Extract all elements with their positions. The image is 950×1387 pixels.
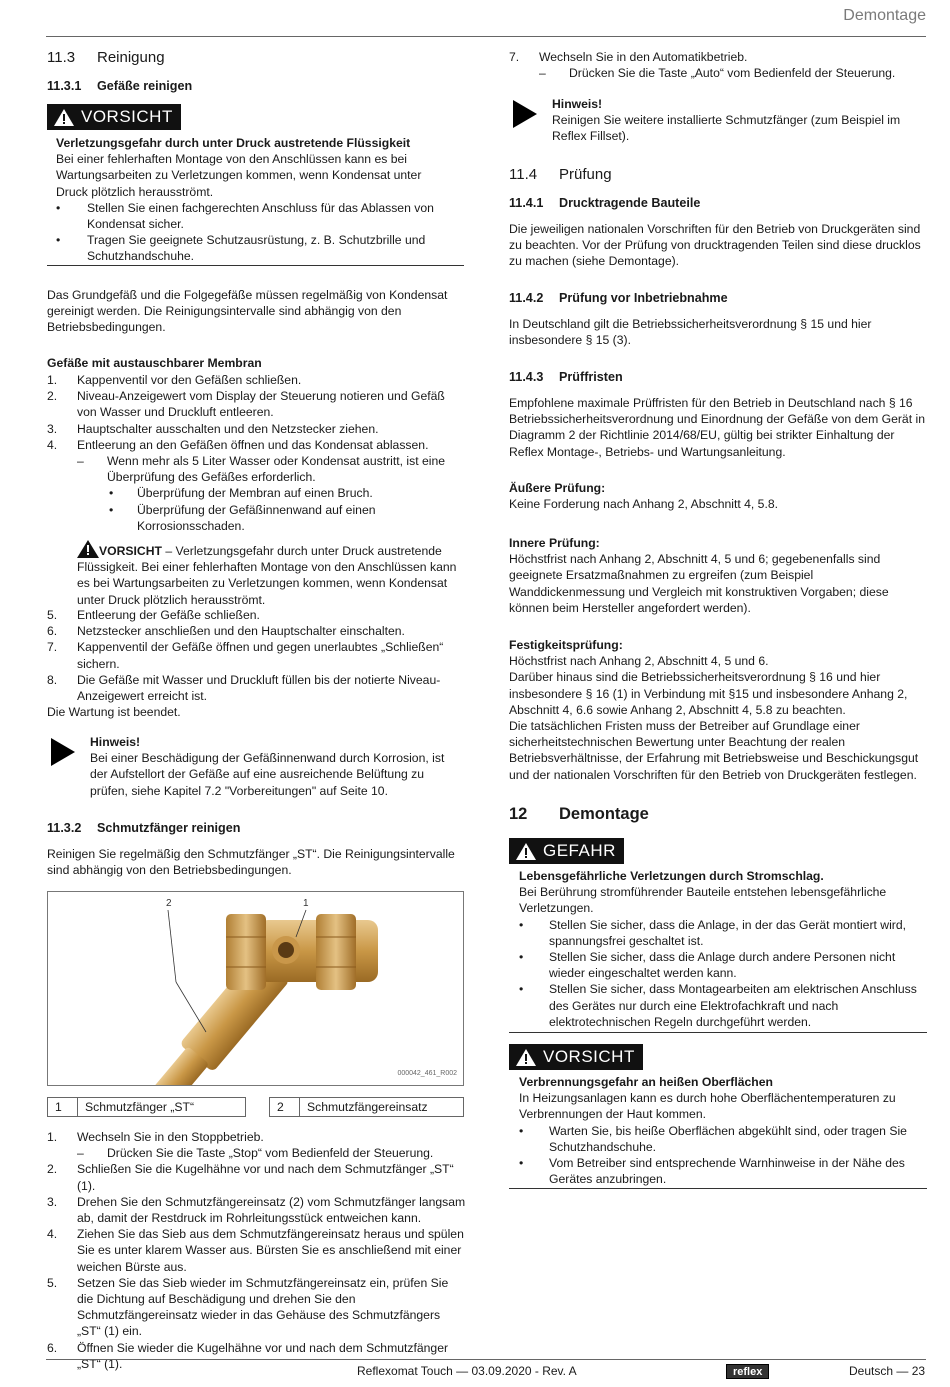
list-item: Setzen Sie das Sieb wieder im Schmutzfängereinsatz ein, prüfen Sie die Dichtung auf Beschädigung und drehen Sie den Schmutzfängereinsatz wieder in das Gehäuse des Schmutzfängers „ST“ (1) ein. — [77, 1275, 449, 1339]
s1141-paragraph: Die jeweiligen nationalen Vorschriften für den Betrieb von Druckgeräten sind zu beachten. Vor der Prüfung von drucktragenden Teilen sind diese drucklos zu machen (siehe Demontage). — [509, 222, 921, 269]
warning-title: Verletzungsgefahr durch unter Druck austretende Flüssigkeit — [56, 136, 411, 150]
section-11-4-heading: 11.4 Prüfung — [509, 166, 612, 183]
hint-arrow-icon — [51, 738, 75, 766]
section-11-4-2-heading: 11.4.2 Prüfung vor Inbetriebnahme — [509, 291, 728, 305]
strainer-image — [48, 892, 463, 1085]
vorsicht-badge: VORSICHT — [47, 104, 181, 130]
list-item: Wechseln Sie in den Stoppbetrieb. — [77, 1130, 264, 1144]
aeussere-pruefung — [509, 480, 927, 512]
warning-icon — [53, 108, 75, 127]
list-subitem: Drücken Sie die Taste „Auto“ vom Bedienfeld der Steuerung. — [569, 66, 896, 81]
figure-label-1: 1 — [303, 898, 309, 909]
s1143-paragraph: Empfohlene maximale Prüffristen für den Betrieb in Deutschland nach § 16 Betriebssicherheitsverordnung und Einordnung der Gefäße von dem Gerät in Diagramm 2 der Richtlinie 2014/68/EU, gültig bei strikter Einhaltung der Reflex Montage-, Betriebs- und Wartungsanleitung. — [509, 396, 925, 459]
divider — [509, 1188, 927, 1189]
footer-doc-title: Reflexomat Touch — 03.09.2020 - Rev. A — [357, 1364, 577, 1378]
membran-steps-2: 5. Entleerung der Gefäße schließen. 6. Netzstecker anschließen und den Hauptschalter einschalten. 7. Kappenventil der Gefäße öffnen und gegen unerlaubtes „Schließen“ sichern. 8. Die Gefäße mit Wasser und Druckluft füllen bis der notierte Niveau-Anzeigewert erreicht ist. Die Wartung ist beendet. — [47, 607, 459, 720]
warning-icon — [515, 1048, 537, 1067]
paragraph: Die tatsächlichen Fristen muss der Betreiber auf Grundlage einer sicherheitstechnischen Bewertung unter Beachtung der realen Betriebsverhältnisse, der Erfahrung mit Betriebsweise und Beschickungsgut und der nationalen Vorschriften für den Betrieb von Druckgeräten festlegen. — [509, 719, 919, 782]
s1132-paragraph: Reinigen Sie regelmäßig den Schmutzfänger „ST“. Die Reinigungsintervalle sind abhängig von den Betriebsbedingungen. — [47, 847, 455, 878]
subheading: Innere Prüfung: — [509, 536, 600, 550]
intro-paragraph: Das Grundgefäß und die Folgegefäße müssen regelmäßig von Kondensat gereinigt werden. Die Reinigungsintervalle sind abhängig von den Betriebsbedingungen. — [47, 288, 448, 335]
warning-title: Lebensgefährliche Verletzungen durch Stromschlag. — [519, 869, 824, 883]
list-item: Kappenventil der Gefäße öffnen und gegen unerlaubtes „Schließen“ sichern. — [77, 640, 444, 671]
section-11-4-3-heading: 11.4.3 Prüffristen — [509, 370, 623, 384]
divider — [509, 1032, 927, 1033]
paragraph: Darüber hinaus sind die Betriebssicherheitsverordnung § 16 und hier insbesondere § 16 (1) in Verbindung mit §15 und insbesondere Anhang 2, Abschnitt 4, 6.6 sowie Anhang 2, Abschnitt 4, 5.8 zu beachten. — [509, 670, 908, 717]
paragraph: Keine Forderung nach Anhang 2, Abschnitt 4, 5.8. — [509, 497, 778, 512]
subheading: Äußere Prüfung: — [509, 481, 606, 495]
done-text: Die Wartung ist beendet. — [47, 705, 181, 720]
s1142-paragraph: In Deutschland gilt die Betriebssicherheitsverordnung § 15 und hier insbesondere § 15 (3). — [509, 317, 872, 348]
warning-bullet: Stellen Sie sicher, dass die Anlage durch andere Personen nicht wieder eingeschaltet werden kann. — [549, 950, 896, 981]
header-divider — [46, 36, 926, 37]
vorsicht-block-right: Verbrennungsgefahr an heißen Oberflächen In Heizungsanlagen kann es durch hohe Oberflächentemperaturen zu Verbrennungen der Haut kommen. • Warten Sie, bis heiße Oberflächen abgekühlt sind, oder tragen Sie Schutzhandschuhe. • Vom Betreiber sind entsprechende Warnhinweise in der Nähe des Gerätes anzubringen. — [519, 1074, 927, 1187]
list-subitem: Überprüfung der Membran auf einen Bruch. — [137, 486, 373, 501]
footer-divider — [46, 1359, 926, 1360]
list-subitem: Drücken Sie die Taste „Stop“ vom Bedienfeld der Steuerung. — [107, 1146, 434, 1161]
list-item: Niveau-Anzeigewert vom Display der Steuerung notieren und Gefäß von Wasser und Druckluft entleeren. — [77, 389, 445, 420]
gefahr-badge: GEFAHR — [509, 838, 624, 864]
warning-bullet: Warten Sie, bis heiße Oberflächen abgekühlt sind, oder tragen Sie Schutzhandschuhe. — [549, 1123, 907, 1154]
list-subitem: Wenn mehr als 5 Liter Wasser oder Kondensat austritt, ist eine Überprüfung des Gefäßes erforderlich. — [107, 454, 446, 485]
legend-item-2: 2 Schmutzfängereinsatz — [269, 1097, 464, 1117]
warning-bullet: Stellen Sie einen fachgerechten Anschluss für das Ablassen von Kondensat sicher. — [87, 200, 434, 232]
list-subitem: Überprüfung der Gefäßinnenwand auf einen Korrosionsschaden. — [137, 502, 376, 533]
figure-label-2: 2 — [166, 898, 172, 909]
warning-block-1: Verletzungsgefahr durch unter Druck austretende Flüssigkeit Bei einer fehlerhaften Montage von den Anschlüssen kann es bei Wartungsarbeiten zu Verletzungen kommen, wenn Kondensat unter Druck plötzlich herausströmt. • Stellen Sie einen fachgerechten Anschluss für das Ablassen von Kondensat sicher. • Tragen Sie geeignete Schutzausrüstung, z. B. Schutzbrille und Schutzhandschuhe. — [56, 135, 456, 265]
page-number: 23 — [911, 1364, 926, 1378]
figure-code: 000042_461_R002 — [397, 1069, 457, 1077]
warning-bullet: Vom Betreiber sind entsprechende Warnhinweise in der Nähe des Gerätes anzubringen. — [549, 1156, 905, 1187]
list-item: Hauptschalter ausschalten und den Netzstecker ziehen. — [77, 421, 379, 436]
reflex-logo: reflex — [726, 1364, 769, 1379]
footer-page: Deutsch — 23 — [849, 1364, 926, 1378]
inline-warning: VORSICHT – Verletzungsgefahr durch unter Druck austretende Flüssigkeit. Bei einer fehlerhaften Montage von den Anschlüssen kann es bei Wartungsarbeiten zu Verletzungen kommen, wenn Kondensat unter Druck plötzlich herausströmt. — [77, 540, 457, 608]
warning-text: Bei einer fehlerhaften Montage von den Anschlüssen kann es bei Wartungsarbeiten zu Verletzungen kommen, wenn Kondensat unter Druck plötzlich herausströmt. — [56, 152, 422, 199]
list-item: Netzstecker anschließen und den Hauptschalter einschalten. — [77, 624, 405, 639]
list-item: Drehen Sie den Schmutzfängereinsatz (2) vom Schmutzfänger langsam ab, damit der Restdruck im Rohrleitungsstück entweichen kann. — [77, 1194, 466, 1226]
section-11-3-heading: 11.3 Reinigung — [47, 49, 165, 66]
strainer-figure — [47, 891, 464, 1086]
membran-steps: 1. Kappenventil vor den Gefäßen schließen. 2. Niveau-Anzeigewert vom Display der Steuerung notieren und Gefäß von Wasser und Druckluft entleeren. 3. Hauptschalter ausschalten und den Netzstecker ziehen. 4. Entleerung an den Gefäßen öffnen und das Kondensat ablassen. – Wenn mehr als 5 Liter Wasser oder Kondensat austritt, ist eine Überprüfung des Gefäßes erforderlich. • Überprüfung der Membran auf einen Bruch. • Überprüfung der Gefäßinnenwand auf einen Korrosionsschaden. — [47, 373, 446, 533]
hint-text: Reinigen Sie weitere installierte Schmutzfänger (zum Beispiel im Reflex Fillset). — [552, 113, 901, 144]
warning-icon — [515, 842, 537, 861]
list-item: Wechseln Sie in den Automatikbetrieb. — [539, 50, 748, 64]
innere-pruefung — [509, 535, 927, 616]
list-item: Schließen Sie die Kugelhähne vor und nach dem Schmutzfänger „ST“ (1). — [77, 1162, 454, 1193]
hint-block — [90, 734, 460, 799]
festigkeitspruefung — [509, 637, 927, 783]
list-item: Die Gefäße mit Wasser und Druckluft füllen bis der notierte Niveau-Anzeigewert erreicht ist. — [77, 672, 441, 704]
footer-language: Deutsch — [849, 1364, 894, 1378]
section-12-heading: 12 Demontage — [509, 805, 649, 823]
section-11-3-1-heading: 11.3.1 Gefäße reinigen — [47, 79, 193, 93]
header-title: Demontage — [843, 7, 926, 24]
hint-block-right — [552, 96, 924, 145]
list-item: Öffnen Sie wieder die Kugelhähne vor und nach dem Schmutzfänger „ST“ (1). — [77, 1340, 449, 1371]
list-item: Entleerung der Gefäße schließen. — [77, 608, 260, 622]
paragraph: Höchstfrist nach Anhang 2, Abschnitt 4, 5 und 6; gegebenenfalls sind geeignete Ersatzmaßnahmen zu ergreifen (zum Beispiel Wanddickenmessung und Vergleich mit konstruktiven Vorgaben; diese können beim Hersteller angefordert werden). — [509, 552, 889, 615]
hint-arrow-icon — [513, 100, 537, 128]
warning-icon — [77, 540, 99, 558]
warning-title: Verbrennungsgefahr an heißen Oberflächen — [519, 1075, 773, 1089]
gefahr-block: Lebensgefährliche Verletzungen durch Stromschlag. Bei Berührung stromführender Bauteile entstehen lebensgefährliche Verletzungen. • Stellen Sie sicher, dass die Anlage, in der das Gerät montiert wird, spannungsfrei geschaltet ist. • Stellen Sie sicher, dass die Anlage durch andere Personen nicht wieder eingeschaltet werden kann. • Stellen Sie sicher, dass Montagearbeiten am elektrischen Anschluss des Gerätes nur durch eine Elektrofachkraft und nach elektrotechnischen Regeln durchgeführt werden. — [519, 868, 927, 1030]
warning-text: In Heizungsanlagen kann es durch hohe Oberflächentemperaturen zu Verbrennungen der Haut kommen. — [519, 1091, 896, 1122]
vorsicht-badge-right: VORSICHT — [509, 1044, 643, 1070]
section-11-4-1-heading: 11.4.1 Drucktragende Bauteile — [509, 196, 701, 210]
section-11-3-2-heading: 11.3.2 Schmutzfänger reinigen — [47, 821, 241, 835]
paragraph: Höchstfrist nach Anhang 2, Abschnitt 4, 5 und 6. — [509, 654, 769, 669]
warning-bullet: Stellen Sie sicher, dass die Anlage, in der das Gerät montiert wird, spannungsfrei geschaltet ist. — [549, 917, 907, 948]
hint-title: Hinweis! — [552, 97, 603, 111]
warning-bullet: Tragen Sie geeignete Schutzausrüstung, z. B. Schutzbrille und Schutzhandschuhe. — [87, 233, 426, 264]
warning-bullet: Stellen Sie sicher, dass Montagearbeiten am elektrischen Anschluss des Gerätes nur durch eine Elektrofachkraft und nach elektrotechnischen Regeln durchgeführt werden. — [549, 982, 917, 1029]
step-7: 7. Wechseln Sie in den Automatikbetrieb. – Drücken Sie die Taste „Auto“ vom Bedienfeld der Steuerung. — [509, 50, 896, 81]
hint-text: Bei einer Beschädigung der Gefäßinnenwand durch Korrosion, ist der Aufstellort der Gefäße auf eine ausreichende Belüftung zu prüfen, siehe Kapitel 7.2 "Vorbereitungen" auf Seite 10. — [90, 751, 445, 798]
divider — [47, 265, 464, 266]
list-item: Entleerung an den Gefäßen öffnen und das Kondensat ablassen. — [77, 437, 429, 452]
subheading: Festigkeitsprüfung: — [509, 638, 623, 652]
membran-subheading: Gefäße mit austauschbarer Membran — [47, 356, 262, 370]
hint-title: Hinweis! — [90, 735, 141, 749]
strainer-steps: 1. Wechseln Sie in den Stoppbetrieb. – Drücken Sie die Taste „Stop“ vom Bedienfeld der Steuerung. 2. Schließen Sie die Kugelhähne vor und nach dem Schmutzfänger „ST“ (1). 3. Drehen Sie den Schmutzfängereinsatz (2) vom Schmutzfänger langsam ab, damit der Restdruck im Rohrleitungsstück entweichen kann. 4. Ziehen Sie das Sieb aus dem Schmutzfängereinsatz heraus und spülen Sie es unter klarem Wasser aus. Bürsten Sie es anschließend mit einer weichen Bürste aus. 5. Setzen Sie das Sieb wieder im Schmutzfängereinsatz ein, prüfen Sie die Dichtung auf Beschädigung und drehen Sie den Schmutzfängereinsatz wieder in das Gehäuse des Schmutzfängers „ST“ (1) ein. 6. Öffnen Sie wieder die Kugelhähne vor und nach dem Schmutzfänger „ST“ (1). — [47, 1130, 466, 1371]
list-item: Ziehen Sie das Sieb aus dem Schmutzfängereinsatz heraus und spülen Sie es unter klarem Wasser aus. Bürsten Sie es anschließend mit einer weichen Bürste aus. — [77, 1227, 464, 1274]
warning-text: Bei Berührung stromführender Bauteile entstehen lebensgefährliche Verletzungen. — [519, 885, 887, 916]
list-item: Kappenventil vor den Gefäßen schließen. — [77, 373, 302, 387]
legend-item-1: 1 Schmutzfänger „ST“ — [47, 1097, 246, 1117]
